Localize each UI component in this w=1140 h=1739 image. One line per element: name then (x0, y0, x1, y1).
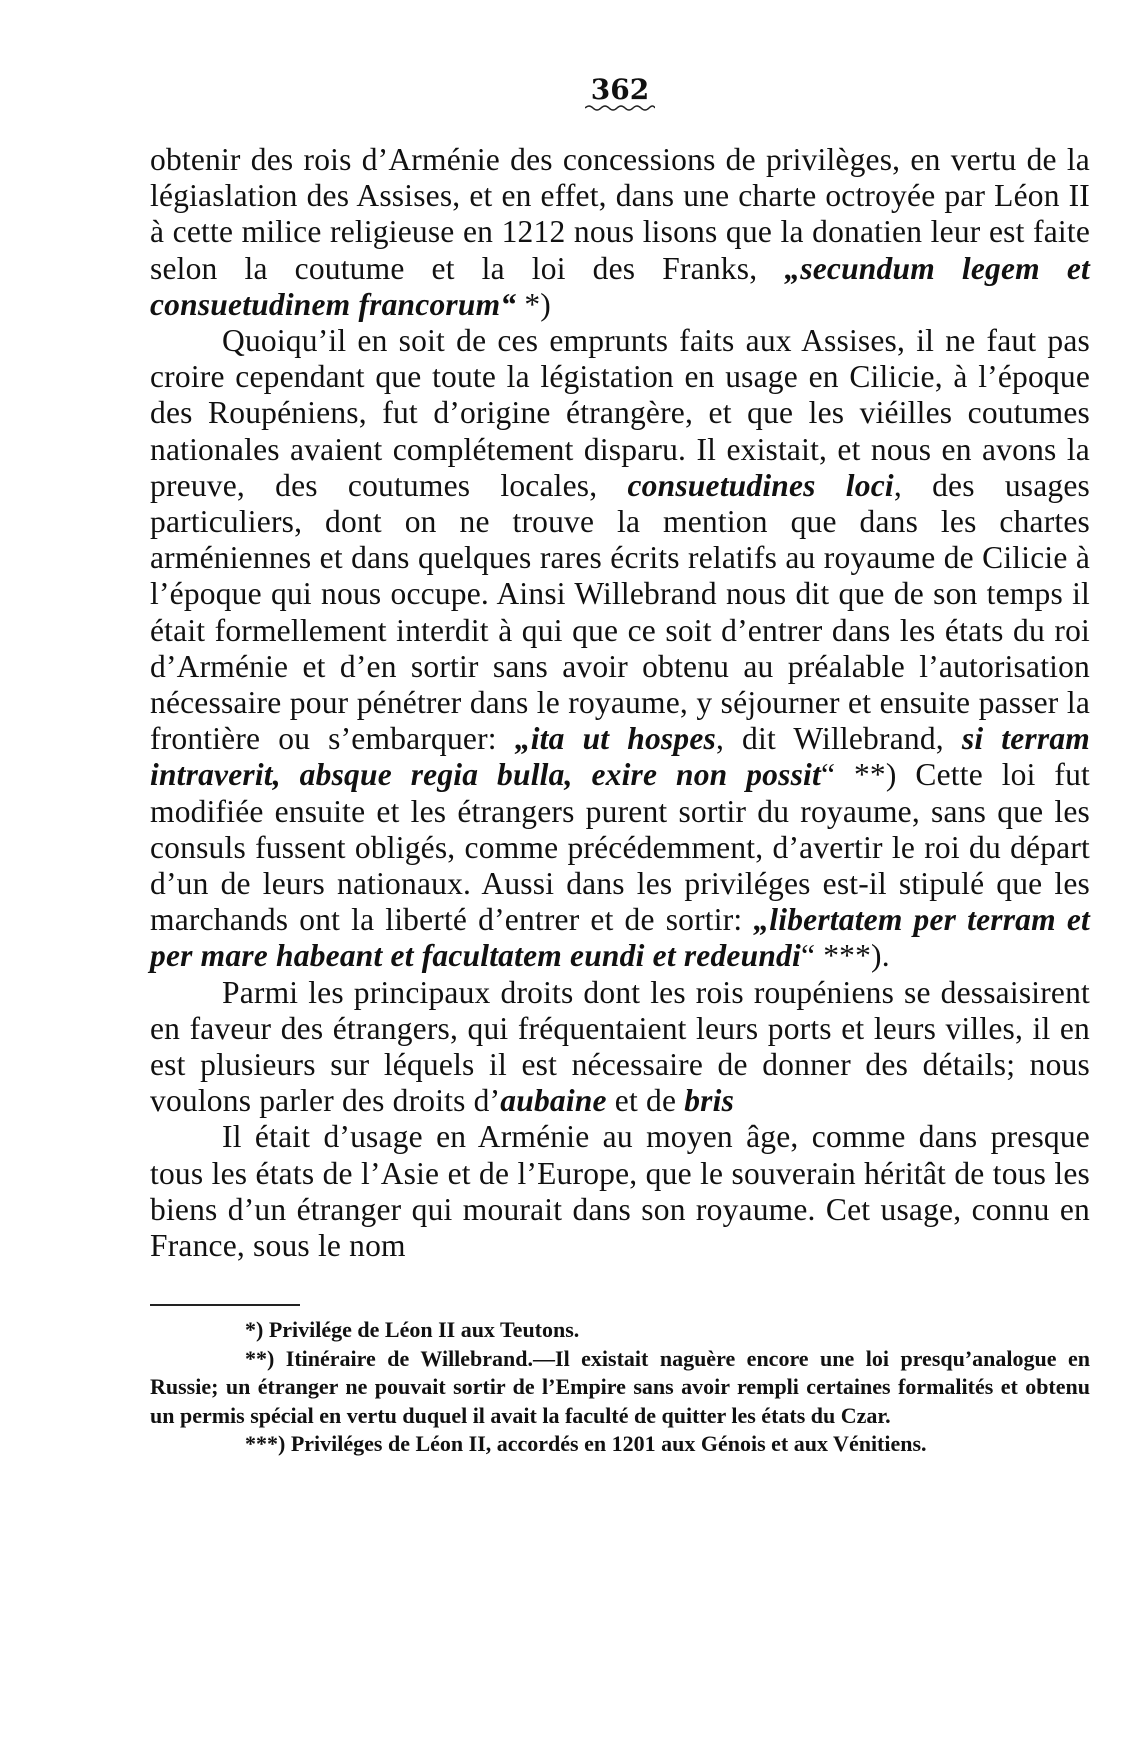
paragraph-4-text: Il était d’usage en Arménie au moyen âge, comme dans presque tous les états de l’Asie et de l’Europe, que le souverain héritât de tous les biens d’un étranger qui mourait dans son royaume. Cet usage, connu en France, sous le nom (150, 1119, 1090, 1264)
paragraph-2-text-e: “ ***). (800, 938, 890, 974)
footnote-1: *) Privilége de Léon II aux Teutons. (245, 1317, 580, 1343)
paragraph-2-italic-3: si terram intraverit, absque regia bulla, exire non possit (150, 721, 1090, 793)
paragraph-3 (150, 975, 1090, 1120)
page (150, 70, 1090, 1459)
page-number-ornament (585, 104, 655, 112)
paragraph-4 (150, 1119, 1090, 1264)
paragraph-2 (150, 323, 1090, 975)
page-number (150, 70, 1090, 114)
paragraph-3-italic-1: aubaine (500, 1083, 607, 1119)
footnote-2: **) Itinéraire de Willebrand.—Il existait naguère encore une loi presqu’analogue en Russie; un étranger ne pouvait sortir de l’Empire sans avoir rempli certaines formalités et obtenu un permis spécial en vertu duquel il avait la faculté de quitter les états du Czar. (150, 1345, 1090, 1428)
paragraph-2-text-b: , des usages particuliers, dont on ne trouve la mention que dans les chartes arméniennes et dans quelques rares écrits relatifs au royaume de Cilicie à l’époque qui nous occupe. Ainsi Willebrand nous dit que de son temps il était formellement interdit à qui que ce soit d’entrer dans les états du roi d’Arménie et d’en sortir sans avoir obtenu au préalable l’autorisation nécessaire pour pénétrer dans le royaume, y séjourner et ensuite passer la frontière ou s’embarquer: (150, 467, 1091, 757)
footnotes (150, 1316, 1090, 1459)
paragraph-1-quote: „secundum legem et consuetudinem francorum“ (150, 250, 1091, 322)
paragraph-2-text-a: Quoiqu’il en soit de ces emprunts faits aux Assises, il ne faut pas croire cependant que toute la légistation en usage en Cilicie, à l’époque des Roupéniens, fut d’origine étrangère, et que les viéilles coutumes nationales avaient complétement disparu. Il existait, et nous en avons la preuve, des coutumes locales, (150, 323, 1090, 503)
paragraph-3-text-b: et de (606, 1083, 685, 1119)
paragraph-2-text-d: “ **) Cette loi fut modifiée ensuite et les étrangers purent sortir du royaume, sans que les consuls fussent obligés, comme précédemment, d’avertir le roi du départ d’un de leurs nationaux. Aussi dans les priviléges est-il stipulé que les marchands ont la liberté d’entrer et de sortir: (150, 757, 1090, 938)
paragraph-2-text-c: , dit Willebrand, (715, 721, 962, 757)
footnote-divider (150, 1304, 300, 1306)
paragraph-1-text: obtenir des rois d’Arménie des concessions de privilèges, en vertu de la légiaslation des Assises, et en effet, dans une charte octroyée par Léon II à cette milice religieuse en 1212 nous lisons que la donatien leur est faite selon la coutume et la loi des Franks, (150, 142, 1090, 286)
paragraph-1 (150, 142, 1090, 323)
page-number-text: 362 (590, 73, 650, 106)
paragraph-3-text-a: Parmi les principaux droits dont les rois roupéniens se dessaisirent en faveur des étrangers, qui fréquentaient leurs ports et leurs villes, il en est plusieurs sur léquels il est nécessaire de donner des détails; nous voulons parler des droits d’ (150, 974, 1090, 1119)
paragraph-3-italic-2: bris (684, 1083, 735, 1119)
paragraph-2-italic-2: „ita ut hospes (514, 721, 716, 757)
paragraph-1-tail: *) (516, 286, 551, 322)
paragraph-2-italic-1: consuetudines loci (627, 467, 894, 503)
paragraph-2-italic-4: „libertatem per terram et per mare habeant et facultatem eundi et redeundi (150, 902, 1090, 974)
footnote-3: ***) Priviléges de Léon II, accordés en 1201 aux Génois et aux Vénitiens. (245, 1431, 927, 1457)
body-text (150, 142, 1090, 1264)
